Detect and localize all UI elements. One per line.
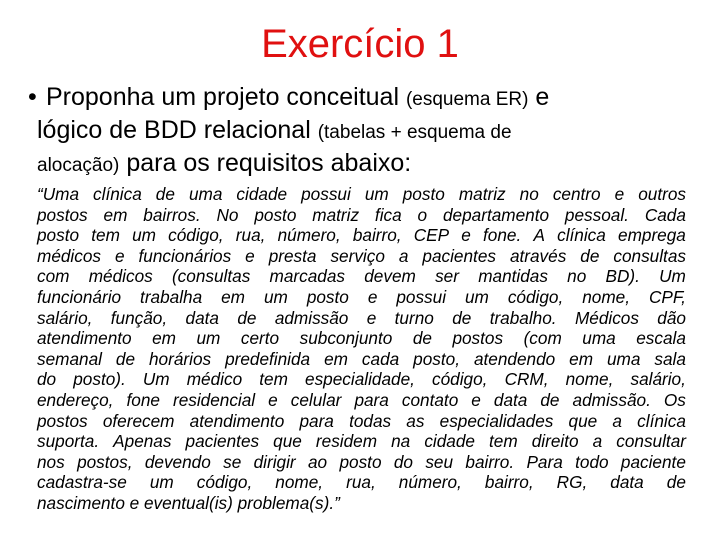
requirements-quote: [37, 184, 686, 514]
bullet-dot-icon: •: [28, 83, 37, 111]
bullet-line-1: [28, 82, 708, 115]
quote-line: com médicos (consultas marcadas devem ser mantidas no BD). Um: [37, 266, 686, 287]
quote-line: posto tem um código, rua, número, bairro, CEP e fone. A clínica emprega: [37, 225, 686, 246]
quote-line: nos postos, devendo se dirigir ao posto do seu bairro. Para todo paciente: [37, 451, 686, 472]
bullet-fragment: (esquema ER): [405, 89, 529, 110]
bullet-text: [28, 82, 708, 181]
quote-line: “Uma clínica de uma cidade possui um posto matriz no centro e outros: [37, 184, 686, 204]
bullet-fragment: Proponha um projeto conceitual: [46, 83, 406, 111]
bullet-fragment: (tabelas + esquema de: [317, 122, 512, 143]
quote-line: semanal de horários predefinida em cada posto, atendendo em uma sala: [37, 348, 686, 369]
quote-line: do posto). Um médico tem especialidade, código, CRM, nome, salário,: [37, 369, 686, 390]
quote-line: nascimento e eventual(is) problema(s).”: [37, 492, 340, 513]
quote-line: postos oferecem atendimento para todas as especialidades que a clínica: [37, 410, 686, 431]
quote-line: funcionário trabalha em um posto e possui um código, nome, CPF,: [37, 286, 686, 307]
quote-line: médicos e funcionários e presta serviço a pacientes através de consultas: [37, 245, 686, 266]
bullet-fragment: para os requisitos abaixo:: [119, 149, 412, 177]
bullet-fragment: alocação): [37, 155, 120, 176]
quote-line: cadastra-se um código, nome, rua, número, bairro, RG, data de: [37, 472, 686, 493]
quote-line: salário, função, data de admissão e turno de trabalho. Médicos dão: [37, 307, 686, 328]
bullet-line-3: [28, 148, 708, 181]
quote-line: suporta. Apenas pacientes que residem na cidade tem direito a consultar: [37, 431, 686, 452]
slide-title: Exercício 1: [261, 22, 459, 66]
quote-line: postos em bairros. No posto matriz fica o departamento pessoal. Cada: [37, 204, 686, 225]
bullet-fragment: lógico de BDD relacional: [37, 116, 318, 144]
bullet-line-2: [28, 115, 708, 148]
quote-line: endereço, fone residencial e celular para contato e data de admissão. Os: [37, 389, 686, 410]
quote-line: atendimento em um certo subconjunto de postos (com uma escala: [37, 328, 686, 349]
bullet-fragment: e: [528, 83, 550, 111]
